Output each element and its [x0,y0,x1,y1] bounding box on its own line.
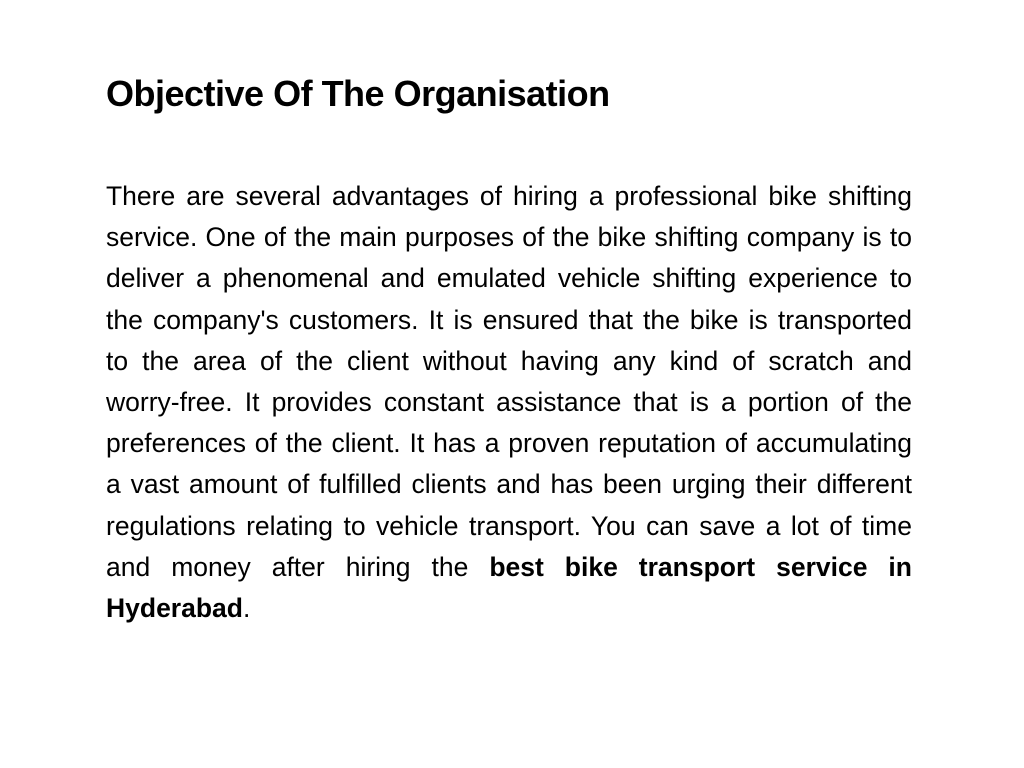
body-text-end: . [242,593,251,624]
body-paragraph [106,176,912,629]
body-text-lead: There are several advantages of hiring a professional bike shifting service. One of the main purposes of the bike shifting company is to deliver a phenomenal and emulated vehicle shifting experience to the company's customers. It is ensured that the bike is transported to the area of the client without having any kind of scratch and worry-free. It provides constant assistance that is a portion of the preferences of the client. It has a proven reputation of accumulating a vast amount of fulfilled clients and has been urging their different regulations relating to vehicle transport. You can save a lot of time and money after hiring the [106,181,912,582]
slide-title: Objective Of The Organisation [106,73,610,114]
highlighted-phrase: best bike transport service in Hyderabad [106,551,912,624]
